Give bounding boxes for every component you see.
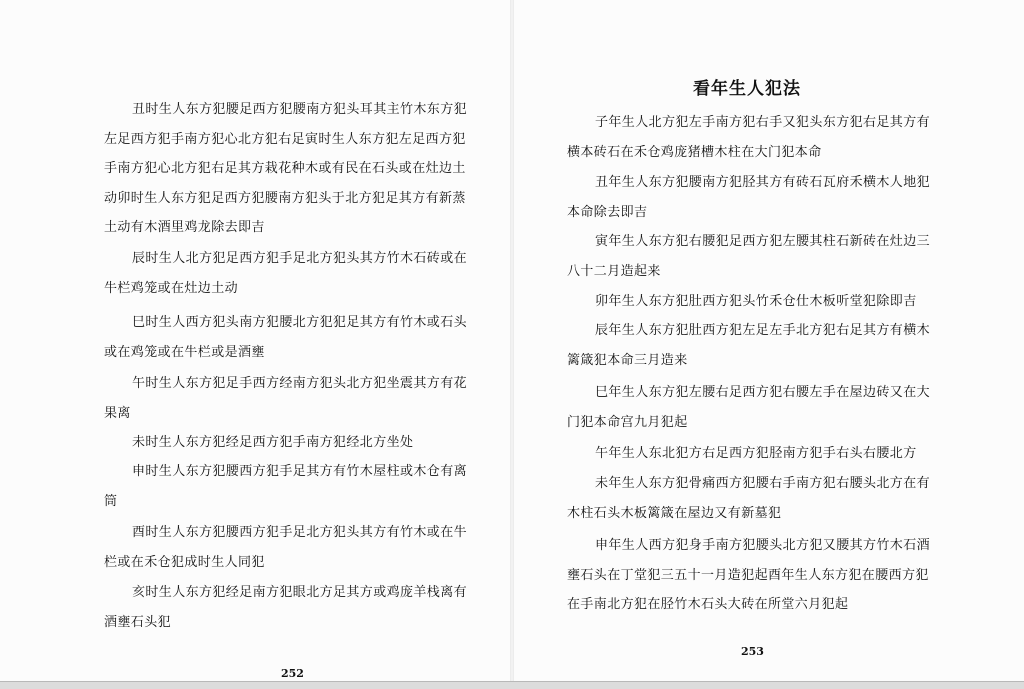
text-line: 酉时生人东方犯腰西方犯手足北方犯头其方有竹木或在牛 [132,525,468,540]
text-line: 门犯本命宫九月犯起 [567,414,688,430]
text-line: 酒壅石头犯 [104,614,172,630]
left-paragraph-chou [104,95,467,243]
text-line: 八十二月造起来 [567,263,661,279]
text-line: 午年生人东北犯方右足西方犯胫南方犯手右头右腰北方 [595,446,917,461]
right-paragraph-chen [567,316,930,375]
text-line: 或在鸡笼或在牛栏或是酒壅 [104,344,265,360]
right-paragraph-yin [567,227,930,286]
text-line: 未时生人东方犯经足西方犯手南方犯经北方坐处 [132,435,414,450]
left-paragraph-you [104,518,467,577]
right-paragraph-si [567,378,930,437]
page-number-right: 253 [741,645,764,658]
left-paragraph-wei [104,428,413,458]
text-line: 辰时生人北方犯足西方犯手足北方犯头其方竹木石砖或在 [132,251,468,266]
left-paragraph-hai [104,578,467,637]
text-line: 篱箴犯本命三月造来 [567,352,688,368]
text-line: 横本砖石在禾仓鸡庞猪槽木柱在大门犯本命 [567,144,822,160]
text-line: 本命除去即吉 [567,204,648,220]
text-line: 果离 [104,405,131,421]
text-line: 寅年生人东方犯右腰犯足西方犯左腰其柱石新砖在灶边三 [595,234,931,249]
text-line: 丑时生人东方犯腰足西方犯腰南方犯头耳其主竹木东方犯 [132,102,468,117]
text-line: 左足西方犯手南方犯心北方犯右足寅时生人东方犯左足西方犯 [104,131,466,147]
text-line: 辰年生人东方犯肚西方犯左足左手北方犯右足其方有横木 [595,323,931,338]
text-line: 在手南北方犯在胫竹木石头大砖在所堂六月犯起 [567,597,849,613]
text-line: 牛栏鸡笼或在灶边土动 [104,280,239,296]
text-line: 丑年生人东方犯腰南方犯胫其方有砖石瓦府禾横木人地犯 [595,175,931,190]
text-line: 壅石头在丁堂犯三五十一月造犯起酉年生人东方犯在腰西方犯 [567,567,929,583]
right-paragraph-zi [567,108,930,167]
right-paragraph-shen [567,531,930,620]
text-line: 申年生人西方犯身手南方犯腰头北方犯又腰其方竹木石酒 [595,538,931,553]
text-line: 巳时生人西方犯头南方犯腰北方犯犯足其方有竹木或石头 [132,315,468,330]
left-paragraph-wu [104,369,467,428]
text-line: 亥时生人东方犯经足南方犯眼北方足其方或鸡庞羊栈离有 [132,585,468,600]
page-number-left: 252 [281,667,304,680]
left-paragraph-chen [104,244,467,303]
book-gutter [510,0,514,688]
text-line: 动卯时生人东方犯足西方犯腰南方犯头于北方犯足其方有新蒸 [104,190,466,206]
text-line: 筒 [104,493,118,509]
text-line: 手南方犯心北方犯右足其方栽花种木或有民在石头或在灶边土 [104,161,466,177]
right-paragraph-wei [567,469,930,528]
left-paragraph-shen [104,457,467,516]
text-line: 栏或在禾仓犯成时生人同犯 [104,554,265,570]
right-paragraph-mao [567,287,917,317]
text-line: 土动有木酒里鸡龙除去即吉 [104,220,265,236]
page-title: 看年生人犯法 [693,79,801,99]
text-line: 未年生人东方犯骨痛西方犯腰右手南方犯右腰头北方在有 [595,476,931,491]
text-line: 卯年生人东方犯肚西方犯头竹禾仓仕木板听堂犯除即吉 [595,294,917,309]
right-paragraph-wu [567,439,917,469]
text-line: 木柱石头木板篱箴在屋边又有新墓犯 [567,505,782,521]
right-paragraph-chou [567,168,930,227]
text-line: 巳年生人东方犯左腰右足西方犯右腰左手在屋边砖又在大 [595,385,931,400]
text-line: 子年生人北方犯左手南方犯右手又犯头东方犯右足其方有 [595,115,931,130]
text-line: 午时生人东方犯足手西方经南方犯头北方犯坐震其方有花 [132,376,468,391]
text-line: 申时生人东方犯腰西方犯手足其方有竹木屋柱或木仓有离 [132,464,468,479]
left-paragraph-si [104,308,467,367]
